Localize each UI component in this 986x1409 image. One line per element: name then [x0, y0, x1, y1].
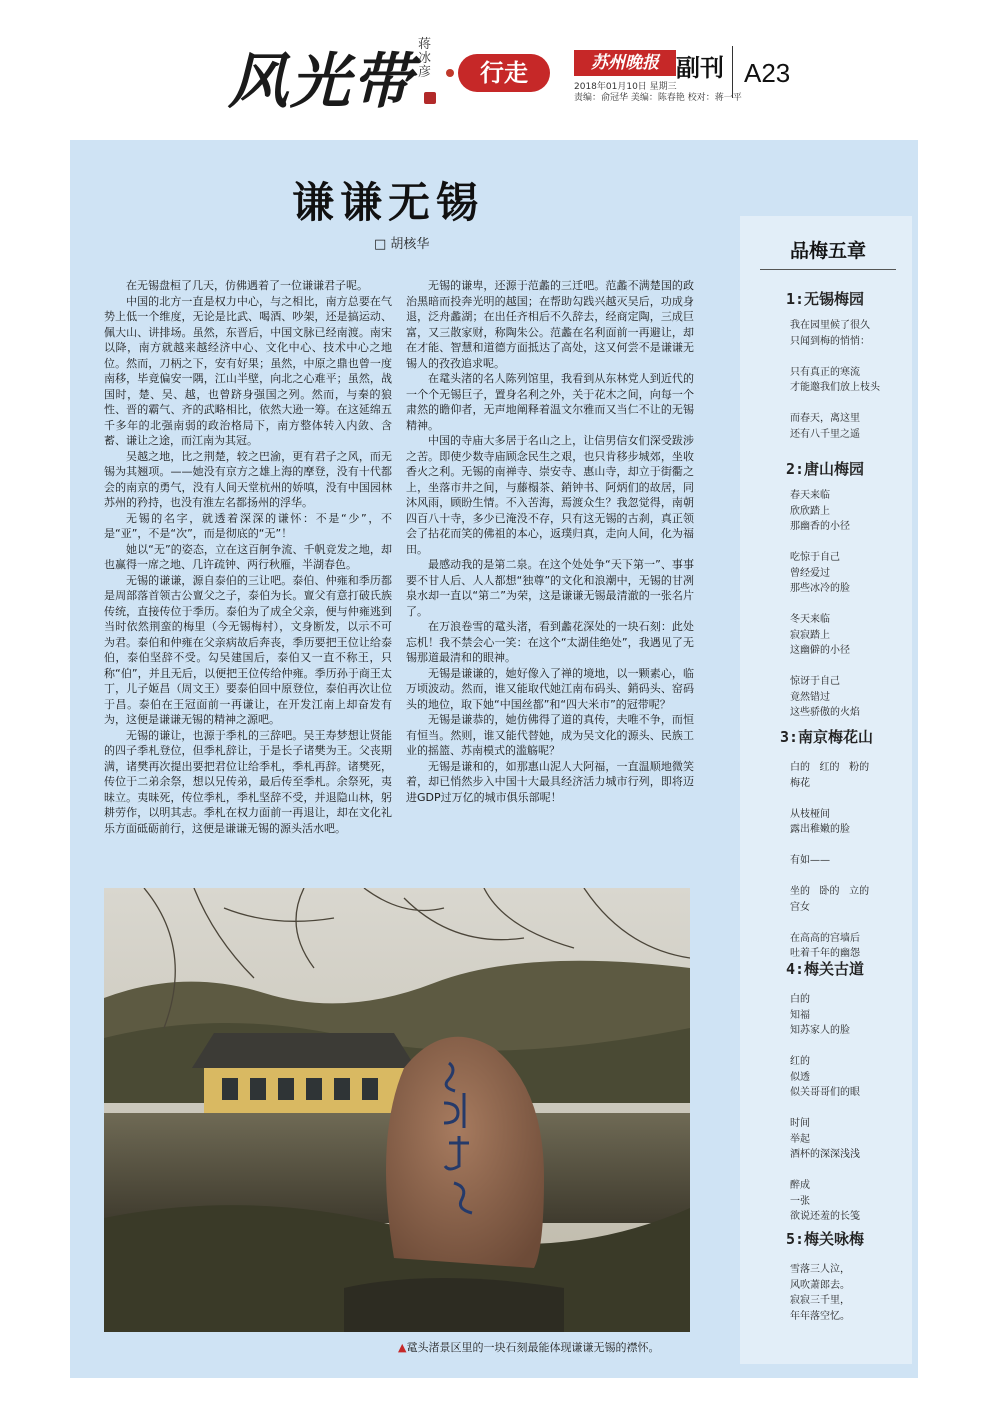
caption-text: 鼋头渚景区里的一块石刻最能体现谦谦无锡的襟怀。: [406, 1341, 660, 1354]
article-paragraph: 在无锡盘桓了几天，仿佛遇着了一位谦谦君子呢。: [126, 279, 368, 292]
article-paragraph: 吴越之地，比之荆楚，较之巴渝，更有君子之风，而无锡为其翘项。——她没有京方之雄上海的摩登，没有十代都会的南京的勇气，没有人间天堂杭州的娇嗔，没有中国园林苏州的矜持，也没有淮左名都扬州的浮华。: [104, 449, 392, 509]
article-paragraph: 无锡是谦谦的，她好像入了禅的境地，以一颗素心，临万顷波动。然而，谁又能取代她江南布码头、銷码头、窑码头的地位，取下她“中国丝都”和“四大米市”的冠带呢？: [406, 666, 694, 711]
article-paragraph: 无锡的名字，就透着深深的谦怀：不是“少”，不是“亚”，不是“次”，而是彻底的“无”！: [104, 511, 392, 540]
poem-heading-5: 5:梅关咏梅: [786, 1230, 865, 1248]
article-paragraph: 在万浪卷雪的鼋头渚，看到蠡花深处的一块石刻：此处忘机！我不禁会心一笑：在这个“太湖佳绝处”，我遇见了无锡那道最清和的眼神。: [406, 620, 694, 664]
page-number: A23: [744, 58, 791, 88]
poem-body-2: 春天来临 欣欣踏上 那幽香的小径 吃惊于自己 曾经爱过 那些冰冷的脸 冬天来临 寂寂踏上 这幽僻的小径 惊讶于自己 竟然错过 这些骄傲的火焰: [790, 490, 860, 718]
section-badge: 行走: [458, 54, 550, 92]
photo-illustration: [104, 888, 690, 1332]
poem-body-1: 我在园里候了很久 只闻到梅的悄悄： 只有真正的寒流 才能邀我们放上枝头 而春天，离这里 还有八千里之遥: [790, 320, 880, 440]
brand-title: 风光带: [228, 47, 414, 117]
poem-heading-4: 4:梅关古道: [786, 960, 865, 978]
article-title: 谦谦无锡: [292, 178, 485, 227]
article-paragraph: 无锡的谦让，也源于季札的三辞吧。吴王寿梦想让贤能的四子季札登位，但季札辞让，于是长子诸樊为王。父丧期满，诸樊再次提出要把君位让给季札，季札再辞。诸樊死，传位于二弟余祭，想以兄传弟，最后传至季札。余祭死，夷昧立。夷昧死，传位季札，季札坚辞不受，并退隐山林，躬耕劳作，以明其志。季札在权力面前一再退让，却在文化礼乐方面砥砺前行，这便是谦谦无锡的源头活水吧。: [104, 728, 392, 835]
masthead: [0, 0, 986, 118]
article-paragraph: 无锡是谦恭的，她仿佛得了道的真传，夫唯不争，而恒有恒当。然则，谁又能代替她，成为吴文化的源头、民族工业的摇篮、苏南模式的滥觞呢？: [406, 713, 694, 757]
sidebar-title: 品梅五章: [790, 240, 867, 262]
supplement-label: 副刊: [676, 54, 724, 82]
poem-heading-3: 3:南京梅花山: [780, 728, 874, 746]
poem-heading-2: 2:唐山梅园: [786, 460, 865, 478]
article-paragraph: 无锡是谦和的，如那惠山泥人大阿福，一直温顺地微笑着，却已悄然步入中国十大最具经济活力城市行列，即将迈进GDP过万亿的城市俱乐部呢！: [406, 759, 694, 804]
article-body: [104, 278, 694, 858]
article-paragraph: 最感动我的是第二泉。在这个处处争“天下第一”、事事要不甘人后、人人都想“独尊”的文化和浪潮中，无锡的甘冽泉水却一直以“第二”为荣，这是谦谦无锡最清澈的一张名片了。: [406, 558, 694, 618]
sidebar-divider: [760, 269, 896, 270]
triangle-icon: ▲: [398, 1341, 407, 1354]
photo-caption: [398, 1339, 659, 1355]
poem-heading-1: 1:无锡梅园: [786, 290, 865, 308]
date-line: 2018年01月10日 星期三: [574, 82, 677, 92]
brand-signature: 蒋冰彦: [418, 37, 432, 80]
article-paragraph: 在鼋头渚的名人陈列馆里，我看到从东林党人到近代的一个个无锡巨子，置身名利之外，关于花木之间，向每一个肃然的瞻仰者，无声地阐释着温文尔雅而又当仁不让的无锡精神。: [406, 372, 694, 432]
article-photo: [104, 888, 690, 1332]
article-paragraph: 中国的北方一直是权力中心，与之相比，南方总要在气势上低一个维度，无论是比武、喝酒、吵架，还是搞运动、佩大山、讲排场。虽然，东晋后，中国文脉已经南渡。南宋以降，南方就越来越经济中心、文化中心、技术中心之地位。然而，刀柄之下，安有好果；虽然，中原之鼎也曾一度南移，毕竟偏安一隅，江山半壁，向北之心难平；虽然，战国时，楚、吴、越，也曾跻身强国之列。然而，与秦的狼性、晋的霸气、齐的武略相比，依然大逊一筹。在这延绵五千多年的北强南弱的政治格局下，南方整体转入内敛、含蓄、谦让之途，而江南为其冠。: [104, 294, 392, 447]
article-paragraph: 中国的寺庙大多居于名山之上，让信男信女们深受跋涉之苦。即使少数寺庙顾念民生之艰，也只肯移步城郊，坐收香火之利。无锡的南禅寺、崇安寺、惠山寺，却立于街衢之上，坐落市井之间，与藤榻茶、銷钟书、阿炳们的故居，同沐风雨，顾盼生情。不入苦海，焉渡众生？我忽觉得，南朝四百八十寺，多少已淹没不存，只有这无锡的古刹，真正领会了拈花而笑的佛祖的本心，返璞归真，走向人间，化为福田。: [406, 434, 694, 556]
poem-body-5: 雪落三人泣， 风吹萧郎去。 寂寂三千里， 年年落空忆。: [790, 1264, 850, 1322]
dot-icon: [446, 69, 454, 77]
poem-body-4: 白的 知福 知苏家人的脸 红的 似透 似关哥哥们的眼 时间 举起 酒杯的深深浅浅 醉成 一张 欲说还羞的长笺: [790, 994, 860, 1222]
newspaper-logo: 苏州晚报: [574, 50, 676, 76]
publication-info: [574, 82, 742, 104]
article-paragraph: 无锡的谦卑，还源于范蠡的三迁吧。范蠡不满楚国的政治黑暗而投奔光明的越国；在帮助勾践兴越灭吴后，功成身退，泛舟蠡湖；在出任齐相后不久辞去，经商定陶，三成巨富，又三散家财，称陶朱公。范蠡在名利面前一再避让，却在才能、智慧和道德方面抵达了高处，这又何尝不是谦谦无锡人的孜孜追求呢。: [406, 279, 694, 370]
staff-line: 责编：俞冠华 美编：陈春艳 校对：蒋一平: [574, 93, 742, 103]
article-author: □ 胡核华: [374, 237, 430, 252]
poem-body-3: 白的 红的 粉的 梅花 从枝桠间 露出稚嫩的脸 有如—— 坐的 卧的 立的 宫女 在高高的宫墙后 吐着千年的幽怨: [790, 762, 870, 959]
article-paragraph: 无锡的谦谦，源自泰伯的三让吧。泰伯、仲雍和季历都是周部落首领古公亶父之子，泰伯为长。亶父有意打破氏族传统，直接传位于季历。泰伯为了成全父亲，便与仲雍逃到当时依然荆蛮的梅里（今无锡梅村），文身断发，以示不可为君。泰伯和仲雍在父亲病故后奔丧，季历要把王位让给泰伯，泰伯坚辞不受。勾吴建国后，泰伯又一直不称王，只称“伯”，并且无后，以便把王位传给仲雍。季历孙于商王太丁，儿子姬昌（周文王）要泰伯回中原登位，泰伯再次让位于昌。泰伯在王冠面前一再谦让，在开发江南上却奋发有为，这便是谦谦无锡的精神之源吧。: [104, 573, 392, 726]
seal-icon: [424, 92, 436, 104]
article-paragraph: 她以“无”的姿态，立在这百舸争流、千帆竞发之地，却也赢得一席之地、几许疏钟、两行秋雁，半湖春色。: [104, 542, 392, 571]
